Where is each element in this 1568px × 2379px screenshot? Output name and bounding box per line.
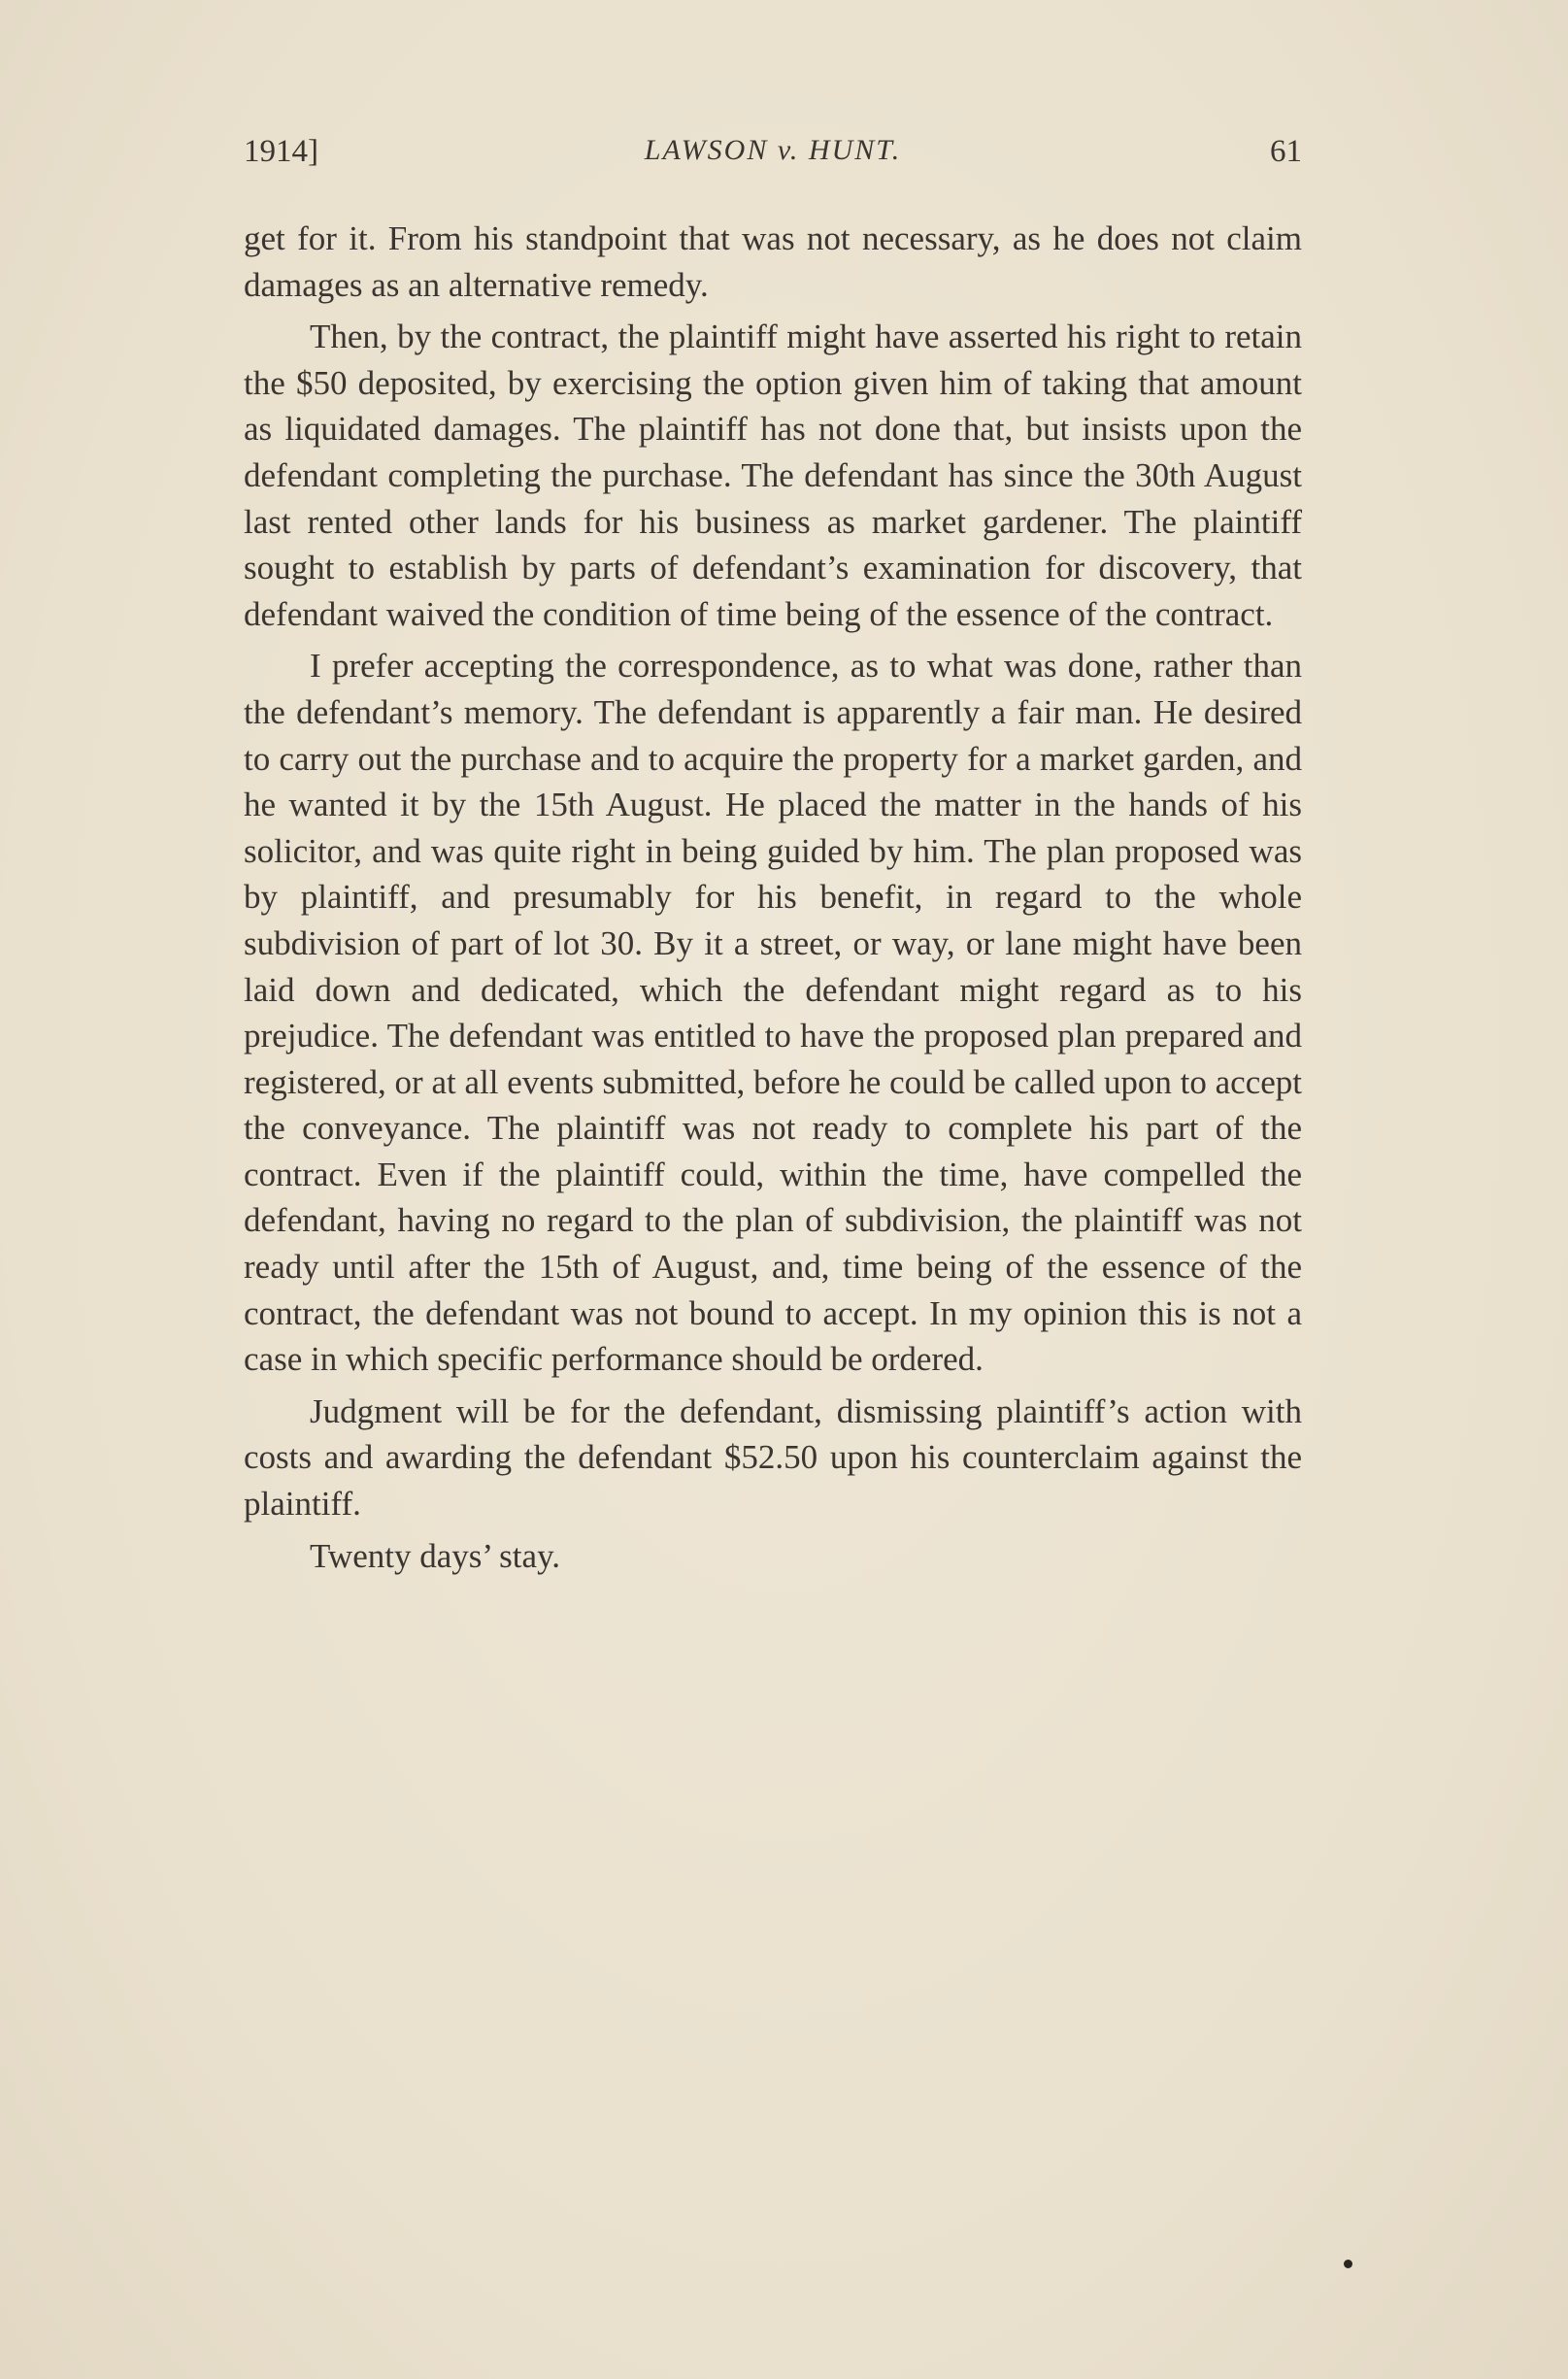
running-header [244,134,1302,183]
header-case-title: LAWSON v. HUNT. [644,134,902,166]
paragraph-contract-option: Then, by the contract, the plaintiff might have asserted his right to retain the $50 deposited, by exercising the option given him of taking that amount as liquidated damages. The plaintiff has not done that, but insists upon the defendant completing the purchase. The defendant has since the 30th August last rented other lands for his business as market gardener. The plaintiff sought to establish by parts of defendant’s examination for discovery, that defendant waived the condition of time being of the essence of the contract. [244,318,1302,633]
paragraph-judgment: Judgment will be for the defendant, dismissing plaintiff’s action with costs and awarding the defendant $52.50 upon his counterclaim against the plaintiff. [244,1391,1302,1524]
page-number: 61 [1270,134,1302,169]
paragraph-continuation: get for it. From his standpoint that was not necessary, as he does not claim damages as an alternative remedy. [244,219,1302,304]
header-year: 1914] [244,134,318,169]
ink-speck [1344,2260,1352,2268]
paragraph-correspondence: I prefer accepting the correspondence, as to what was done, rather than the defendant’s memory. The defendant is apparently a fair man. He desired to carry out the purchase and to acquire the property for a market garden, and he wanted it by the 15th August. He placed the matter in the hands of his solicitor, and was quite right in being guided by him. The plan proposed was by plaintiff, and presumably for his benefit, in regard to the whole subdivision of part of lot 30. By it a street, or way, or lane might have been laid down and dedicated, which the defendant might regard as to his prejudice. The defendant was entitled to have the proposed plan prepared and registered, or at all events submitted, before he could be called upon to accept the conveyance. The plaintiff was not ready to complete his part of the contract. Even if the plaintiff could, within the time, have compelled the defendant, having no regard to the plan of subdivision, the plaintiff was not ready until after the 15th of August, and, time being of the essence of the contract, the defendant was not bound to accept. In my opinion this is not a case in which specific performance should be ordered. [244,647,1302,1379]
body-text [244,216,1302,1579]
paragraph-stay: Twenty days’ stay. [310,1536,561,1575]
